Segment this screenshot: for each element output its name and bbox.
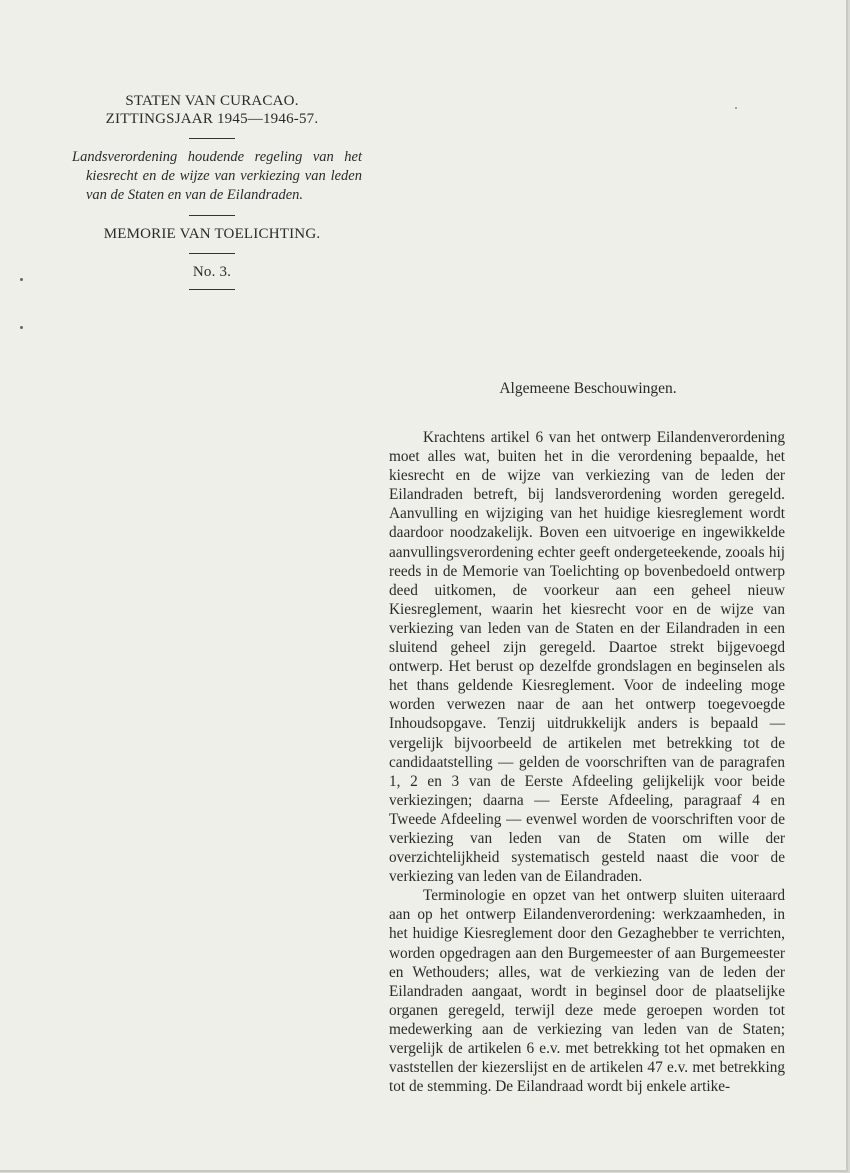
- body-text: [389, 428, 785, 1096]
- document-title: Landsverordening houdende regeling van het kiesrecht en de wijze van verkiezing van leden van de Staten en van de Eilandraden.: [72, 149, 362, 203]
- document-type: MEMORIE VAN TOELICHTING.: [103, 226, 321, 242]
- document-number: No. 3.: [192, 264, 232, 280]
- paper-speck: [735, 107, 737, 109]
- session-year: ZITTINGSJAAR 1945—1946-57.: [105, 111, 319, 127]
- paragraph: Krachtens artikel 6 van het ontwerp Eilandenverordening moet alles wat, buiten het in die verordening bepaalde, het kiesrecht en de wijze van verkiezing van de leden der Eilandraden betreft, bij landsverordening worden geregeld. Aanvulling en wijziging van het huidige kiesreglement wordt daardoor noodzakelijk. Boven een uitvoerige en ingewikkelde aanvullingsverordening echter geeft ondergeteekende, zooals hij reeds in de Memorie van Toelichting op bovenbedoeld ontwerp deed uitkomen, de voorkeur aan een geheel nieuw Kiesreglement, waarin het kiesrecht voor en de wijze van verkiezing van leden van de Staten en der Eilandraden in een sluitend geheel zijn geregeld. Daartoe strekt bijgevoegd ontwerp. Het berust op dezelfde grondslagen en beginselen als het thans geldende Kiesreglement. Voor de indeeling moge worden verwezen naar de aan het ontwerp toegevoegde Inhoudsopgave. Tenzij uitdrukkelijk anders is bepaald — vergelijk bijvoorbeeld de artikelen met betrekking tot de candidaatstelling — gelden de voorschriften van de paragrafen 1, 2 en 3 van de Eerste Afdeeling gelijkelijk voor beide verkiezingen; daarna — Eerste Afdeeling, paragraaf 4 en Tweede Afdeeling — evenwel worden de voorschriften voor de verkiezing van leden van de Staten om wille der overzichtelijkheid systematisch gesteld naast die voor de verkiezing van leden van de Eilandraden.: [389, 429, 785, 886]
- punch-mark: [20, 326, 23, 329]
- document-header: [62, 92, 362, 299]
- divider: [189, 138, 235, 139]
- punch-mark: [20, 278, 23, 281]
- assembly-name: STATEN VAN CURACAO.: [125, 93, 299, 109]
- paragraph: Terminologie en opzet van het ontwerp sluiten uiteraard aan op het ontwerp Eilandenverordening: werkzaamheden, in het huidige Kiesreglement door den Gezaghebber te verrichten, worden opgedragen aan den Burgemeester of aan Burgemeester en Wethouders; alles, wat de verkiezing van de leden der Eilandraden aangaat, wordt in beginsel door de plaatselijke organen geregeld, terwijl deze mede geroepen worden tot medewerking aan de verkiezing van leden van de Staten; vergelijk de artikelen 6 e.v. met betrekking tot het opmaken en vaststellen der kiezerslijst en de artikelen 47 e.v. met betrekking tot de stemming. De Eilandraad wordt bij enkele artike-: [389, 887, 785, 1096]
- section-heading: Algemeene Beschouwingen.: [499, 380, 677, 397]
- divider: [189, 253, 235, 254]
- divider: [189, 215, 235, 216]
- divider: [189, 289, 235, 290]
